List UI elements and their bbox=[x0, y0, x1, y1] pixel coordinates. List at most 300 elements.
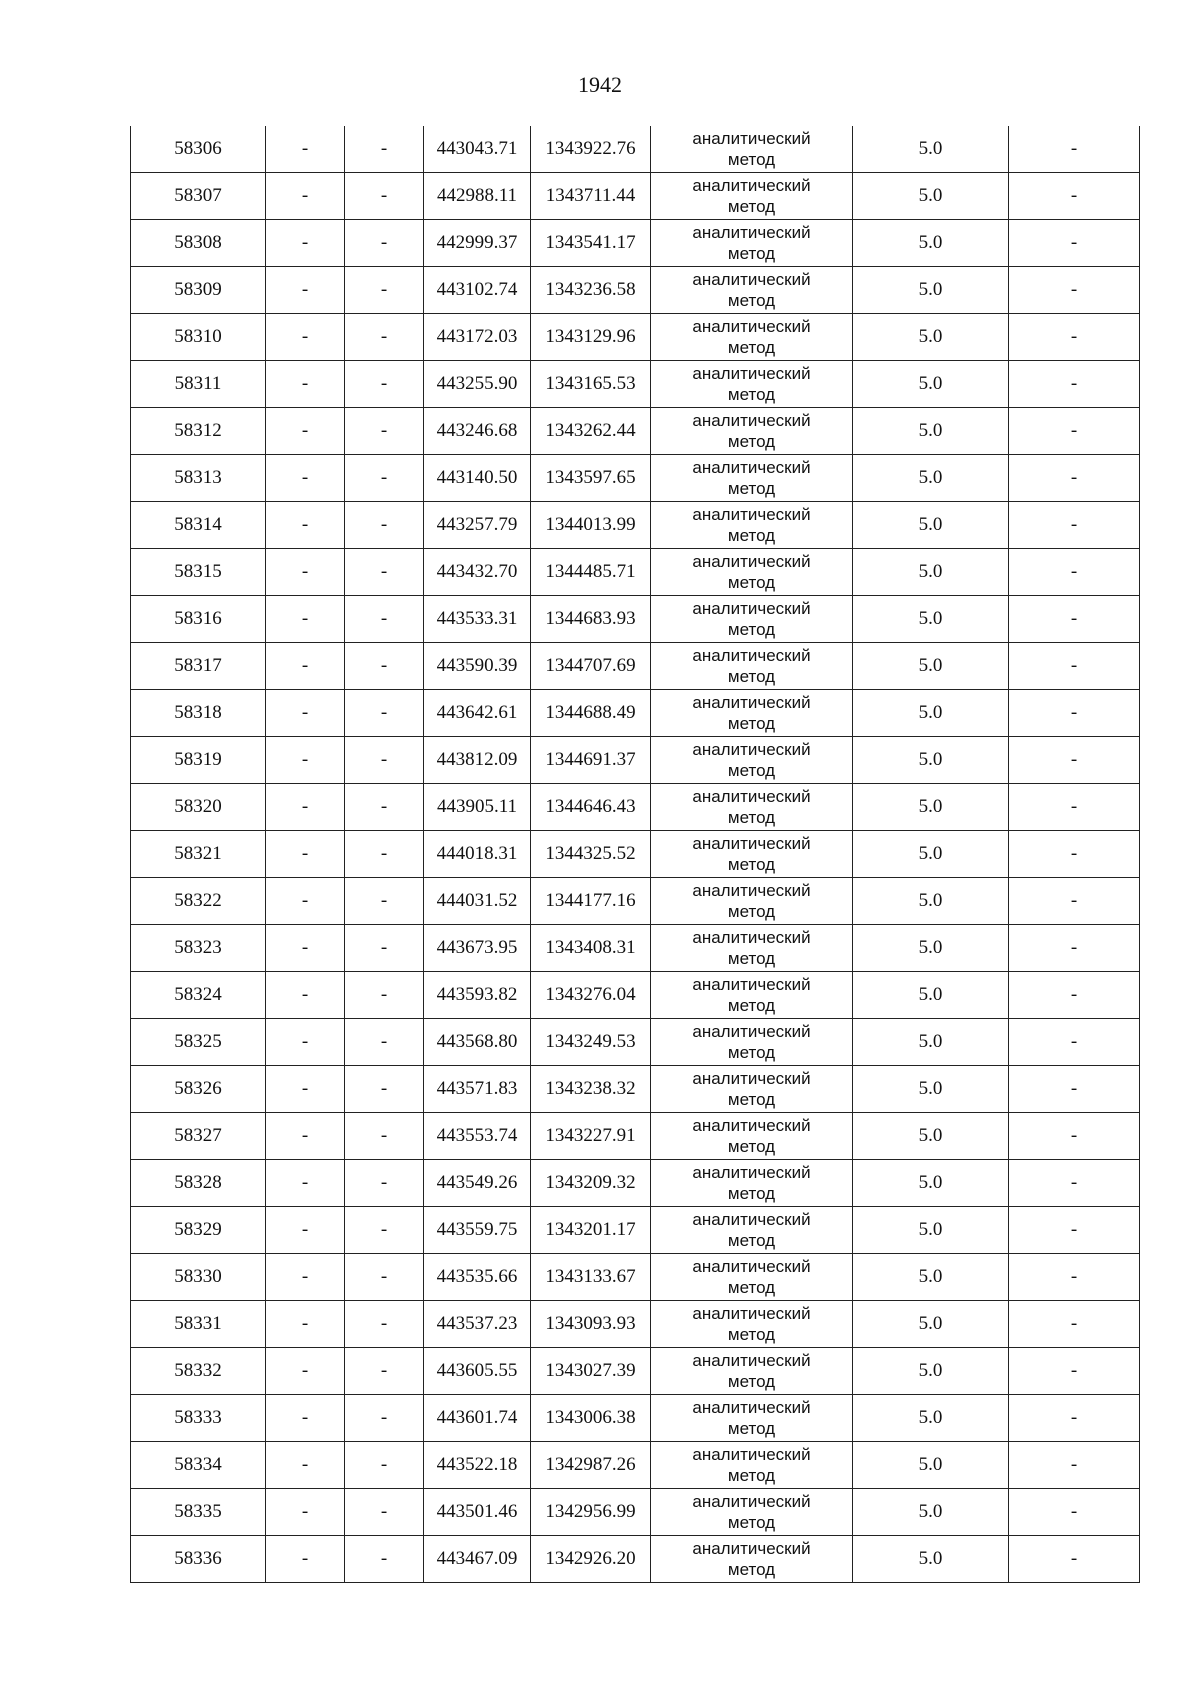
table-row bbox=[131, 361, 1140, 408]
method-line-2: метод bbox=[727, 996, 776, 1015]
method-cell bbox=[651, 925, 853, 972]
precision-cell: 5.0 bbox=[853, 737, 1009, 784]
empty-cell: - bbox=[345, 1160, 424, 1207]
method-line-2: метод bbox=[727, 1513, 776, 1532]
table-row bbox=[131, 267, 1140, 314]
method-line-1: аналитический bbox=[692, 599, 811, 618]
method-cell bbox=[651, 831, 853, 878]
point-number-cell: 58317 bbox=[131, 643, 266, 690]
x-coordinate-cell: 443255.90 bbox=[424, 361, 531, 408]
method-cell bbox=[651, 1113, 853, 1160]
y-coordinate-cell: 1343227.91 bbox=[531, 1113, 651, 1160]
y-coordinate-cell: 1344325.52 bbox=[531, 831, 651, 878]
method-line-2: метод bbox=[727, 1466, 776, 1485]
method-cell bbox=[651, 361, 853, 408]
table-row bbox=[131, 1301, 1140, 1348]
method-line-2: метод bbox=[727, 620, 776, 639]
empty-cell: - bbox=[266, 1489, 345, 1536]
x-coordinate-cell: 444018.31 bbox=[424, 831, 531, 878]
y-coordinate-cell: 1343276.04 bbox=[531, 972, 651, 1019]
precision-cell: 5.0 bbox=[853, 1207, 1009, 1254]
method-line-1: аналитический bbox=[692, 552, 811, 571]
precision-cell: 5.0 bbox=[853, 314, 1009, 361]
empty-cell: - bbox=[266, 1442, 345, 1489]
point-number-cell: 58321 bbox=[131, 831, 266, 878]
method-cell bbox=[651, 1489, 853, 1536]
empty-cell: - bbox=[345, 1207, 424, 1254]
precision-cell: 5.0 bbox=[853, 455, 1009, 502]
point-number-cell: 58333 bbox=[131, 1395, 266, 1442]
empty-cell: - bbox=[266, 502, 345, 549]
empty-cell: - bbox=[1009, 972, 1140, 1019]
method-line-1: аналитический bbox=[692, 740, 811, 759]
point-number-cell: 58313 bbox=[131, 455, 266, 502]
table-row bbox=[131, 1019, 1140, 1066]
empty-cell: - bbox=[345, 361, 424, 408]
precision-cell: 5.0 bbox=[853, 925, 1009, 972]
table-row bbox=[131, 1489, 1140, 1536]
x-coordinate-cell: 443172.03 bbox=[424, 314, 531, 361]
table-row bbox=[131, 1536, 1140, 1583]
method-line-1: аналитический bbox=[692, 270, 811, 289]
point-number-cell: 58326 bbox=[131, 1066, 266, 1113]
empty-cell: - bbox=[266, 1066, 345, 1113]
x-coordinate-cell: 443549.26 bbox=[424, 1160, 531, 1207]
x-coordinate-cell: 444031.52 bbox=[424, 878, 531, 925]
method-line-1: аналитический bbox=[692, 364, 811, 383]
table-row bbox=[131, 831, 1140, 878]
method-line-1: аналитический bbox=[692, 1398, 811, 1417]
table-row bbox=[131, 220, 1140, 267]
y-coordinate-cell: 1343597.65 bbox=[531, 455, 651, 502]
empty-cell: - bbox=[266, 1160, 345, 1207]
x-coordinate-cell: 443559.75 bbox=[424, 1207, 531, 1254]
empty-cell: - bbox=[1009, 1489, 1140, 1536]
point-number-cell: 58332 bbox=[131, 1348, 266, 1395]
empty-cell: - bbox=[345, 173, 424, 220]
table-row bbox=[131, 690, 1140, 737]
method-cell bbox=[651, 1019, 853, 1066]
empty-cell: - bbox=[266, 690, 345, 737]
y-coordinate-cell: 1343133.67 bbox=[531, 1254, 651, 1301]
empty-cell: - bbox=[345, 643, 424, 690]
method-line-2: метод bbox=[727, 291, 776, 310]
point-number-cell: 58324 bbox=[131, 972, 266, 1019]
empty-cell: - bbox=[1009, 596, 1140, 643]
method-cell bbox=[651, 1254, 853, 1301]
method-line-1: аналитический bbox=[692, 1022, 811, 1041]
method-line-1: аналитический bbox=[692, 787, 811, 806]
empty-cell: - bbox=[345, 267, 424, 314]
method-line-1: аналитический bbox=[692, 1304, 811, 1323]
method-cell bbox=[651, 1301, 853, 1348]
precision-cell: 5.0 bbox=[853, 126, 1009, 173]
point-number-cell: 58308 bbox=[131, 220, 266, 267]
method-line-1: аналитический bbox=[692, 223, 811, 242]
table-body bbox=[131, 126, 1140, 1583]
method-line-2: метод bbox=[727, 385, 776, 404]
precision-cell: 5.0 bbox=[853, 1019, 1009, 1066]
table-row bbox=[131, 925, 1140, 972]
precision-cell: 5.0 bbox=[853, 361, 1009, 408]
method-line-2: метод bbox=[727, 1184, 776, 1203]
method-cell bbox=[651, 267, 853, 314]
table-row bbox=[131, 1442, 1140, 1489]
table-row bbox=[131, 408, 1140, 455]
method-cell bbox=[651, 126, 853, 173]
empty-cell: - bbox=[345, 1066, 424, 1113]
method-cell bbox=[651, 690, 853, 737]
empty-cell: - bbox=[266, 972, 345, 1019]
empty-cell: - bbox=[266, 408, 345, 455]
method-line-1: аналитический bbox=[692, 1445, 811, 1464]
method-line-1: аналитический bbox=[692, 1069, 811, 1088]
y-coordinate-cell: 1342926.20 bbox=[531, 1536, 651, 1583]
y-coordinate-cell: 1343922.76 bbox=[531, 126, 651, 173]
method-cell bbox=[651, 314, 853, 361]
precision-cell: 5.0 bbox=[853, 173, 1009, 220]
precision-cell: 5.0 bbox=[853, 220, 1009, 267]
method-line-1: аналитический bbox=[692, 975, 811, 994]
point-number-cell: 58330 bbox=[131, 1254, 266, 1301]
empty-cell: - bbox=[345, 1536, 424, 1583]
precision-cell: 5.0 bbox=[853, 690, 1009, 737]
precision-cell: 5.0 bbox=[853, 502, 1009, 549]
method-line-2: метод bbox=[727, 1325, 776, 1344]
method-cell bbox=[651, 1066, 853, 1113]
method-cell bbox=[651, 737, 853, 784]
x-coordinate-cell: 443905.11 bbox=[424, 784, 531, 831]
method-line-2: метод bbox=[727, 573, 776, 592]
y-coordinate-cell: 1343238.32 bbox=[531, 1066, 651, 1113]
table-row bbox=[131, 549, 1140, 596]
method-cell bbox=[651, 1395, 853, 1442]
empty-cell: - bbox=[345, 1442, 424, 1489]
method-line-2: метод bbox=[727, 1419, 776, 1438]
y-coordinate-cell: 1343129.96 bbox=[531, 314, 651, 361]
precision-cell: 5.0 bbox=[853, 1301, 1009, 1348]
empty-cell: - bbox=[345, 502, 424, 549]
point-number-cell: 58336 bbox=[131, 1536, 266, 1583]
method-line-2: метод bbox=[727, 1090, 776, 1109]
point-number-cell: 58327 bbox=[131, 1113, 266, 1160]
empty-cell: - bbox=[1009, 1113, 1140, 1160]
empty-cell: - bbox=[345, 784, 424, 831]
empty-cell: - bbox=[1009, 1442, 1140, 1489]
table-row bbox=[131, 1160, 1140, 1207]
table-row bbox=[131, 173, 1140, 220]
precision-cell: 5.0 bbox=[853, 878, 1009, 925]
empty-cell: - bbox=[345, 1019, 424, 1066]
table-row bbox=[131, 126, 1140, 173]
method-cell bbox=[651, 455, 853, 502]
point-number-cell: 58314 bbox=[131, 502, 266, 549]
y-coordinate-cell: 1343236.58 bbox=[531, 267, 651, 314]
empty-cell: - bbox=[1009, 1160, 1140, 1207]
method-line-1: аналитический bbox=[692, 1163, 811, 1182]
x-coordinate-cell: 443593.82 bbox=[424, 972, 531, 1019]
empty-cell: - bbox=[1009, 878, 1140, 925]
point-number-cell: 58318 bbox=[131, 690, 266, 737]
method-line-1: аналитический bbox=[692, 1257, 811, 1276]
point-number-cell: 58319 bbox=[131, 737, 266, 784]
x-coordinate-cell: 443601.74 bbox=[424, 1395, 531, 1442]
y-coordinate-cell: 1342956.99 bbox=[531, 1489, 651, 1536]
precision-cell: 5.0 bbox=[853, 643, 1009, 690]
x-coordinate-cell: 443522.18 bbox=[424, 1442, 531, 1489]
method-cell bbox=[651, 596, 853, 643]
point-number-cell: 58306 bbox=[131, 126, 266, 173]
y-coordinate-cell: 1343541.17 bbox=[531, 220, 651, 267]
y-coordinate-cell: 1343249.53 bbox=[531, 1019, 651, 1066]
empty-cell: - bbox=[345, 314, 424, 361]
method-line-2: метод bbox=[727, 526, 776, 545]
empty-cell: - bbox=[345, 1489, 424, 1536]
empty-cell: - bbox=[266, 878, 345, 925]
y-coordinate-cell: 1343408.31 bbox=[531, 925, 651, 972]
empty-cell: - bbox=[1009, 126, 1140, 173]
empty-cell: - bbox=[345, 220, 424, 267]
empty-cell: - bbox=[1009, 502, 1140, 549]
empty-cell: - bbox=[1009, 267, 1140, 314]
empty-cell: - bbox=[1009, 549, 1140, 596]
x-coordinate-cell: 443605.55 bbox=[424, 1348, 531, 1395]
empty-cell: - bbox=[345, 126, 424, 173]
method-cell bbox=[651, 502, 853, 549]
empty-cell: - bbox=[266, 1348, 345, 1395]
precision-cell: 5.0 bbox=[853, 1395, 1009, 1442]
point-number-cell: 58328 bbox=[131, 1160, 266, 1207]
x-coordinate-cell: 443812.09 bbox=[424, 737, 531, 784]
table-row bbox=[131, 1348, 1140, 1395]
method-line-2: метод bbox=[727, 855, 776, 874]
y-coordinate-cell: 1343201.17 bbox=[531, 1207, 651, 1254]
empty-cell: - bbox=[345, 1113, 424, 1160]
method-line-1: аналитический bbox=[692, 1539, 811, 1558]
empty-cell: - bbox=[266, 267, 345, 314]
empty-cell: - bbox=[1009, 690, 1140, 737]
point-number-cell: 58325 bbox=[131, 1019, 266, 1066]
empty-cell: - bbox=[345, 690, 424, 737]
method-cell bbox=[651, 1207, 853, 1254]
point-number-cell: 58335 bbox=[131, 1489, 266, 1536]
point-number-cell: 58320 bbox=[131, 784, 266, 831]
point-number-cell: 58316 bbox=[131, 596, 266, 643]
method-line-1: аналитический bbox=[692, 881, 811, 900]
table-row bbox=[131, 1113, 1140, 1160]
y-coordinate-cell: 1343093.93 bbox=[531, 1301, 651, 1348]
x-coordinate-cell: 443568.80 bbox=[424, 1019, 531, 1066]
method-line-2: метод bbox=[727, 1560, 776, 1579]
x-coordinate-cell: 442999.37 bbox=[424, 220, 531, 267]
precision-cell: 5.0 bbox=[853, 408, 1009, 455]
method-line-2: метод bbox=[727, 761, 776, 780]
point-number-cell: 58323 bbox=[131, 925, 266, 972]
method-line-1: аналитический bbox=[692, 411, 811, 430]
empty-cell: - bbox=[266, 361, 345, 408]
point-number-cell: 58331 bbox=[131, 1301, 266, 1348]
point-number-cell: 58329 bbox=[131, 1207, 266, 1254]
y-coordinate-cell: 1344013.99 bbox=[531, 502, 651, 549]
method-cell bbox=[651, 784, 853, 831]
empty-cell: - bbox=[1009, 784, 1140, 831]
method-cell bbox=[651, 972, 853, 1019]
table-row bbox=[131, 878, 1140, 925]
table-row bbox=[131, 1207, 1140, 1254]
empty-cell: - bbox=[345, 1348, 424, 1395]
table-row bbox=[131, 737, 1140, 784]
x-coordinate-cell: 443571.83 bbox=[424, 1066, 531, 1113]
empty-cell: - bbox=[1009, 737, 1140, 784]
empty-cell: - bbox=[345, 549, 424, 596]
precision-cell: 5.0 bbox=[853, 1066, 1009, 1113]
empty-cell: - bbox=[266, 784, 345, 831]
y-coordinate-cell: 1344177.16 bbox=[531, 878, 651, 925]
x-coordinate-cell: 442988.11 bbox=[424, 173, 531, 220]
precision-cell: 5.0 bbox=[853, 1113, 1009, 1160]
table-row bbox=[131, 314, 1140, 361]
x-coordinate-cell: 443432.70 bbox=[424, 549, 531, 596]
method-line-2: метод bbox=[727, 667, 776, 686]
method-line-2: метод bbox=[727, 1043, 776, 1062]
empty-cell: - bbox=[1009, 1019, 1140, 1066]
y-coordinate-cell: 1343262.44 bbox=[531, 408, 651, 455]
table-row bbox=[131, 1254, 1140, 1301]
method-line-2: метод bbox=[727, 714, 776, 733]
x-coordinate-cell: 443533.31 bbox=[424, 596, 531, 643]
empty-cell: - bbox=[266, 596, 345, 643]
empty-cell: - bbox=[345, 596, 424, 643]
precision-cell: 5.0 bbox=[853, 972, 1009, 1019]
x-coordinate-cell: 443257.79 bbox=[424, 502, 531, 549]
x-coordinate-cell: 443590.39 bbox=[424, 643, 531, 690]
table-row bbox=[131, 784, 1140, 831]
method-line-1: аналитический bbox=[692, 1492, 811, 1511]
empty-cell: - bbox=[266, 1207, 345, 1254]
coordinates-table bbox=[130, 126, 1140, 1583]
precision-cell: 5.0 bbox=[853, 784, 1009, 831]
empty-cell: - bbox=[1009, 1066, 1140, 1113]
empty-cell: - bbox=[345, 1301, 424, 1348]
method-line-1: аналитический bbox=[692, 1116, 811, 1135]
empty-cell: - bbox=[266, 1113, 345, 1160]
x-coordinate-cell: 443537.23 bbox=[424, 1301, 531, 1348]
method-line-2: метод bbox=[727, 432, 776, 451]
y-coordinate-cell: 1344683.93 bbox=[531, 596, 651, 643]
method-line-2: метод bbox=[727, 949, 776, 968]
method-line-2: метод bbox=[727, 1278, 776, 1297]
method-line-1: аналитический bbox=[692, 693, 811, 712]
method-cell bbox=[651, 173, 853, 220]
method-line-1: аналитический bbox=[692, 928, 811, 947]
method-line-2: метод bbox=[727, 244, 776, 263]
empty-cell: - bbox=[345, 972, 424, 1019]
empty-cell: - bbox=[1009, 408, 1140, 455]
empty-cell: - bbox=[266, 455, 345, 502]
method-cell bbox=[651, 1442, 853, 1489]
page-number: 1942 bbox=[578, 72, 622, 97]
empty-cell: - bbox=[266, 643, 345, 690]
method-cell bbox=[651, 408, 853, 455]
point-number-cell: 58334 bbox=[131, 1442, 266, 1489]
precision-cell: 5.0 bbox=[853, 549, 1009, 596]
method-cell bbox=[651, 549, 853, 596]
empty-cell: - bbox=[1009, 831, 1140, 878]
empty-cell: - bbox=[266, 737, 345, 784]
method-cell bbox=[651, 1536, 853, 1583]
empty-cell: - bbox=[266, 1301, 345, 1348]
empty-cell: - bbox=[1009, 643, 1140, 690]
empty-cell: - bbox=[1009, 173, 1140, 220]
empty-cell: - bbox=[345, 1254, 424, 1301]
point-number-cell: 58307 bbox=[131, 173, 266, 220]
precision-cell: 5.0 bbox=[853, 1442, 1009, 1489]
method-line-2: метод bbox=[727, 338, 776, 357]
y-coordinate-cell: 1343165.53 bbox=[531, 361, 651, 408]
empty-cell: - bbox=[266, 1019, 345, 1066]
method-cell bbox=[651, 1348, 853, 1395]
precision-cell: 5.0 bbox=[853, 267, 1009, 314]
y-coordinate-cell: 1344485.71 bbox=[531, 549, 651, 596]
method-line-1: аналитический bbox=[692, 176, 811, 195]
y-coordinate-cell: 1343027.39 bbox=[531, 1348, 651, 1395]
precision-cell: 5.0 bbox=[853, 1254, 1009, 1301]
empty-cell: - bbox=[1009, 925, 1140, 972]
empty-cell: - bbox=[1009, 1301, 1140, 1348]
y-coordinate-cell: 1343006.38 bbox=[531, 1395, 651, 1442]
precision-cell: 5.0 bbox=[853, 596, 1009, 643]
empty-cell: - bbox=[266, 549, 345, 596]
method-cell bbox=[651, 643, 853, 690]
method-line-2: метод bbox=[727, 479, 776, 498]
empty-cell: - bbox=[1009, 455, 1140, 502]
method-line-2: метод bbox=[727, 197, 776, 216]
table-row bbox=[131, 596, 1140, 643]
empty-cell: - bbox=[266, 173, 345, 220]
method-line-1: аналитический bbox=[692, 458, 811, 477]
x-coordinate-cell: 443673.95 bbox=[424, 925, 531, 972]
table-row bbox=[131, 455, 1140, 502]
y-coordinate-cell: 1344691.37 bbox=[531, 737, 651, 784]
empty-cell: - bbox=[1009, 220, 1140, 267]
point-number-cell: 58315 bbox=[131, 549, 266, 596]
x-coordinate-cell: 443535.66 bbox=[424, 1254, 531, 1301]
empty-cell: - bbox=[1009, 1395, 1140, 1442]
precision-cell: 5.0 bbox=[853, 831, 1009, 878]
empty-cell: - bbox=[1009, 314, 1140, 361]
x-coordinate-cell: 443553.74 bbox=[424, 1113, 531, 1160]
point-number-cell: 58312 bbox=[131, 408, 266, 455]
method-line-2: метод bbox=[727, 1231, 776, 1250]
table-row bbox=[131, 1395, 1140, 1442]
x-coordinate-cell: 443501.46 bbox=[424, 1489, 531, 1536]
empty-cell: - bbox=[266, 925, 345, 972]
method-line-1: аналитический bbox=[692, 317, 811, 336]
empty-cell: - bbox=[266, 126, 345, 173]
precision-cell: 5.0 bbox=[853, 1348, 1009, 1395]
empty-cell: - bbox=[1009, 361, 1140, 408]
precision-cell: 5.0 bbox=[853, 1489, 1009, 1536]
method-line-2: метод bbox=[727, 1372, 776, 1391]
empty-cell: - bbox=[266, 1254, 345, 1301]
empty-cell: - bbox=[345, 408, 424, 455]
method-cell bbox=[651, 220, 853, 267]
x-coordinate-cell: 443642.61 bbox=[424, 690, 531, 737]
empty-cell: - bbox=[266, 1536, 345, 1583]
table-row bbox=[131, 1066, 1140, 1113]
y-coordinate-cell: 1342987.26 bbox=[531, 1442, 651, 1489]
empty-cell: - bbox=[266, 314, 345, 361]
